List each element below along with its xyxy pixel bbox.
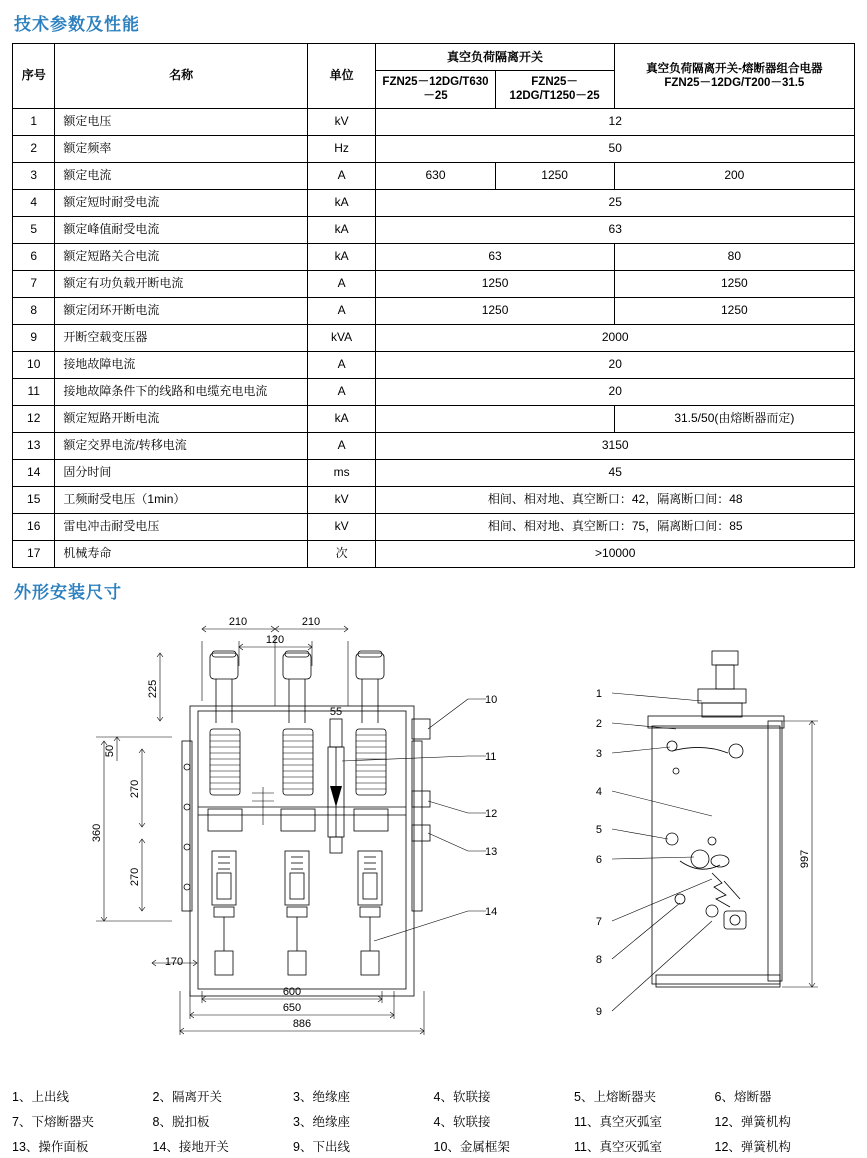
legend-item: 6、熔断器 <box>714 1089 772 1104</box>
table-row <box>13 108 855 135</box>
cell-no: 11 <box>13 378 55 405</box>
callout-2: 2 <box>595 717 602 730</box>
cell-no: 10 <box>13 351 55 378</box>
table-row <box>13 243 855 270</box>
legend-item: 5、上熔断器夹 <box>574 1089 656 1104</box>
page-title-dimensions: 外形安装尺寸 <box>14 582 122 602</box>
cell-unit: A <box>307 351 376 378</box>
page-root <box>0 10 867 1158</box>
dim-50: 50 <box>104 744 116 757</box>
callout-6: 6 <box>595 853 602 866</box>
cell-unit: kA <box>307 189 376 216</box>
cell-value-all: 45 <box>376 459 855 486</box>
table-row <box>13 216 855 243</box>
legend-item: 12、弹簧机构 <box>714 1114 791 1129</box>
table-row <box>13 540 855 567</box>
cell-name: 额定峰值耐受电流 <box>55 216 307 243</box>
cell-unit: ms <box>307 459 376 486</box>
header-unit: 单位 <box>307 44 376 109</box>
cell-name: 额定闭环开断电流 <box>55 297 307 324</box>
table-row <box>13 459 855 486</box>
cell-value-fuse: 1250 <box>614 297 854 324</box>
table-row <box>13 270 855 297</box>
dim-210-b: 210 <box>301 615 321 628</box>
cell-unit: kV <box>307 486 376 513</box>
table-row <box>13 486 855 513</box>
header-model-630: FZN25－12DG/T630－25 <box>376 71 495 109</box>
dim-600: 600 <box>282 985 302 998</box>
table-row <box>13 324 855 351</box>
header-group-fuse <box>614 44 854 109</box>
cell-unit: 次 <box>307 540 376 567</box>
callout-13: 13 <box>485 845 498 858</box>
cell-no: 3 <box>13 162 55 189</box>
legend-block <box>12 1087 855 1155</box>
cell-value-switch: 63 <box>376 243 614 270</box>
table-row <box>13 351 855 378</box>
cell-name: 额定电压 <box>55 108 307 135</box>
legend-item: 10、金属框架 <box>433 1139 510 1154</box>
cell-value-all: 50 <box>376 135 855 162</box>
legend-row <box>12 1112 855 1130</box>
callout-3: 3 <box>595 747 602 760</box>
cell-unit: A <box>307 432 376 459</box>
callout-5: 5 <box>595 823 602 836</box>
callout-9: 9 <box>595 1005 602 1018</box>
cell-no: 16 <box>13 513 55 540</box>
header-group-fuse-line2: FZN25－12DG/T200－31.5 <box>664 76 805 89</box>
cell-unit: kA <box>307 216 376 243</box>
cell-no: 13 <box>13 432 55 459</box>
cell-name: 雷电冲击耐受电压 <box>55 513 307 540</box>
table-body <box>13 108 855 567</box>
cell-name: 额定短路开断电流 <box>55 405 307 432</box>
cell-value-all: 12 <box>376 108 855 135</box>
header-name: 名称 <box>55 44 307 109</box>
cell-name: 额定短路关合电流 <box>55 243 307 270</box>
callout-11: 11 <box>485 750 497 763</box>
legend-item: 3、绝缘座 <box>293 1089 350 1104</box>
cell-name: 额定交界电流/转移电流 <box>55 432 307 459</box>
cell-no: 4 <box>13 189 55 216</box>
cell-name: 额定电流 <box>55 162 307 189</box>
callout-10: 10 <box>485 693 498 706</box>
table-row <box>13 432 855 459</box>
dim-55: 55 <box>329 705 343 718</box>
legend-item: 9、下出线 <box>293 1139 350 1154</box>
cell-value-switch: 1250 <box>376 297 614 324</box>
legend-item: 14、接地开关 <box>152 1139 229 1154</box>
legend-item: 8、脱扣板 <box>152 1114 210 1129</box>
cell-no: 7 <box>13 270 55 297</box>
cell-unit: A <box>307 297 376 324</box>
cell-name: 额定频率 <box>55 135 307 162</box>
cell-unit: A <box>307 270 376 297</box>
table-row <box>13 513 855 540</box>
cell-no: 9 <box>13 324 55 351</box>
dim-270-b: 270 <box>129 867 141 886</box>
cell-no: 6 <box>13 243 55 270</box>
cell-unit: kV <box>307 108 376 135</box>
outline-dimension-drawing <box>12 611 855 1081</box>
legend-row <box>12 1137 855 1155</box>
dim-997: 997 <box>799 849 811 868</box>
cell-value-switch: 1250 <box>376 270 614 297</box>
cell-no: 12 <box>13 405 55 432</box>
header-no: 序号 <box>13 44 55 109</box>
cell-value-all: 20 <box>376 351 855 378</box>
cell-no: 17 <box>13 540 55 567</box>
cell-value-1250: 1250 <box>495 162 614 189</box>
cell-no: 15 <box>13 486 55 513</box>
cell-no: 2 <box>13 135 55 162</box>
cell-value-fuse: 1250 <box>614 270 854 297</box>
dim-210-a: 210 <box>228 615 248 628</box>
legend-item: 3、绝缘座 <box>293 1114 350 1129</box>
cell-name: 固分时间 <box>55 459 307 486</box>
cell-name: 额定短时耐受电流 <box>55 189 307 216</box>
dim-120: 120 <box>265 633 285 646</box>
legend-item: 2、隔离开关 <box>152 1089 222 1104</box>
cell-name: 开断空载变压器 <box>55 324 307 351</box>
header-group-fuse-line1: 真空负荷隔离开关-熔断器组合电器 <box>646 62 823 75</box>
table-row <box>13 378 855 405</box>
cell-unit: kA <box>307 243 376 270</box>
table-head <box>13 44 855 109</box>
cell-unit: Hz <box>307 135 376 162</box>
dim-225: 225 <box>147 679 159 698</box>
page-title-spec: 技术参数及性能 <box>14 15 140 34</box>
dim-270-a: 270 <box>129 779 141 798</box>
legend-item: 13、操作面板 <box>12 1139 89 1154</box>
legend-item: 12、弹簧机构 <box>714 1139 791 1154</box>
cell-value-all: 相间、相对地、真空断口：75，隔离断口间：85 <box>376 513 855 540</box>
cell-unit: kA <box>307 405 376 432</box>
cell-name: 接地故障电流 <box>55 351 307 378</box>
drawing-svg <box>12 611 855 1081</box>
legend-item: 4、软联接 <box>433 1114 491 1129</box>
dim-360: 360 <box>91 823 103 842</box>
cell-value-all: 63 <box>376 216 855 243</box>
legend-item: 1、上出线 <box>12 1089 69 1104</box>
legend-row <box>12 1087 855 1105</box>
table-row <box>13 135 855 162</box>
dim-886: 886 <box>292 1017 312 1030</box>
cell-name: 机械寿命 <box>55 540 307 567</box>
cell-value-all: 2000 <box>376 324 855 351</box>
callout-1: 1 <box>595 687 602 700</box>
cell-unit: kVA <box>307 324 376 351</box>
table-header-row <box>13 44 855 71</box>
cell-unit: kV <box>307 513 376 540</box>
cell-value-all: 相间、相对地、真空断口：42，隔离断口间：48 <box>376 486 855 513</box>
callout-14: 14 <box>485 905 498 918</box>
cell-value-all: 20 <box>376 378 855 405</box>
cell-unit: A <box>307 378 376 405</box>
cell-name: 工频耐受电压（1min） <box>55 486 307 513</box>
table-row <box>13 405 855 432</box>
table-row <box>13 189 855 216</box>
dim-650: 650 <box>282 1001 302 1014</box>
cell-no: 5 <box>13 216 55 243</box>
cell-no: 14 <box>13 459 55 486</box>
legend-item: 7、下熔断器夹 <box>12 1114 94 1129</box>
legend-item: 11、真空灭弧室 <box>574 1114 662 1129</box>
cell-value-fuse: 31.5/50(由熔断器而定) <box>614 405 854 432</box>
callout-12: 12 <box>485 807 498 820</box>
specification-table <box>12 43 855 568</box>
table-row <box>13 162 855 189</box>
table-row <box>13 297 855 324</box>
cell-no: 8 <box>13 297 55 324</box>
callout-4: 4 <box>595 785 602 798</box>
cell-value-630: 630 <box>376 162 495 189</box>
cell-value-all: 25 <box>376 189 855 216</box>
header-model-1250: FZN25－12DG/T1250－25 <box>495 71 614 109</box>
cell-name: 额定有功负载开断电流 <box>55 270 307 297</box>
header-group-switch: 真空负荷隔离开关 <box>376 44 614 71</box>
cell-value-fuse: 80 <box>614 243 854 270</box>
legend-item: 4、软联接 <box>433 1089 491 1104</box>
dim-170: 170 <box>164 955 184 968</box>
cell-value-all: >10000 <box>376 540 855 567</box>
cell-value-fuse: 200 <box>614 162 854 189</box>
cell-name: 接地故障条件下的线路和电缆充电电流 <box>55 378 307 405</box>
callout-7: 7 <box>595 915 602 928</box>
cell-value-all: 3150 <box>376 432 855 459</box>
legend-item: 11、真空灭弧室 <box>574 1139 662 1154</box>
cell-no: 1 <box>13 108 55 135</box>
callout-8: 8 <box>595 953 602 966</box>
cell-value-switch <box>376 405 614 432</box>
cell-unit: A <box>307 162 376 189</box>
